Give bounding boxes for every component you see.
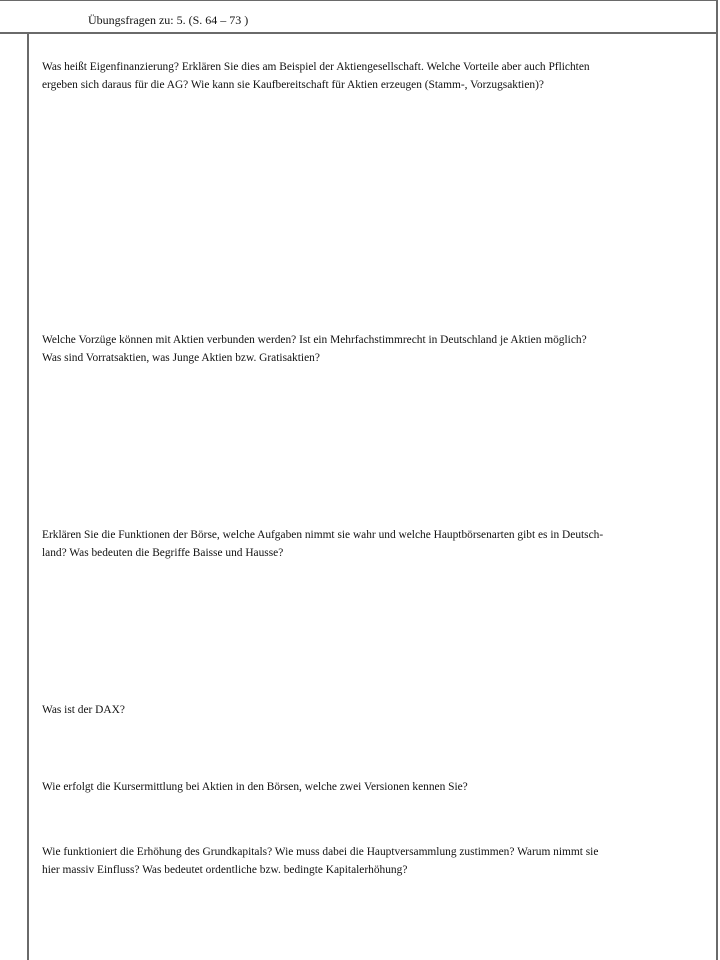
right-border-rule [716, 34, 718, 960]
question-boerse-funktionen [42, 526, 710, 562]
left-margin-rule [27, 34, 29, 960]
question-line: Was heißt Eigenfinanzierung? Erklären Sie dies am Beispiel der Aktiengesellschaft. Welche Vorteile aber auch Pflichten [42, 61, 590, 73]
question-line: land? Was bedeuten die Begriffe Baisse und Hausse? [42, 547, 284, 559]
question-line: Was sind Vorratsaktien, was Junge Aktien bzw. Gratisaktien? [42, 352, 320, 364]
question-kursermittlung [42, 778, 710, 796]
header-box [0, 0, 718, 34]
question-grundkapital [42, 843, 710, 879]
question-line: Wie erfolgt die Kursermittlung bei Aktien in den Börsen, welche zwei Versionen kennen Sie? [42, 781, 468, 793]
question-line: Wie funktioniert die Erhöhung des Grundkapitals? Wie muss dabei die Hauptversammlung zustimmen? Warum nimmt sie [42, 846, 599, 858]
question-line: Welche Vorzüge können mit Aktien verbunden werden? Ist ein Mehrfachstimmrecht in Deutschland je Aktien möglich? [42, 334, 587, 346]
page-title: Übungsfragen zu: 5. (S. 64 – 73 ) [88, 13, 249, 27]
question-line: Was ist der DAX? [42, 704, 125, 716]
question-dax [42, 701, 710, 719]
question-line: hier massiv Einfluss? Was bedeutet ordentliche bzw. bedingte Kapitalerhöhung? [42, 864, 408, 876]
question-line: ergeben sich daraus für die AG? Wie kann sie Kaufbereitschaft für Aktien erzeugen (Stamm-, Vorzugsaktien)? [42, 79, 544, 91]
question-eigenfinanzierung [42, 58, 710, 94]
question-aktien-vorzuege [42, 331, 710, 367]
question-line: Erklären Sie die Funktionen der Börse, welche Aufgaben nimmt sie wahr und welche Hauptbörsenarten gibt es in Deutsch- [42, 529, 604, 541]
